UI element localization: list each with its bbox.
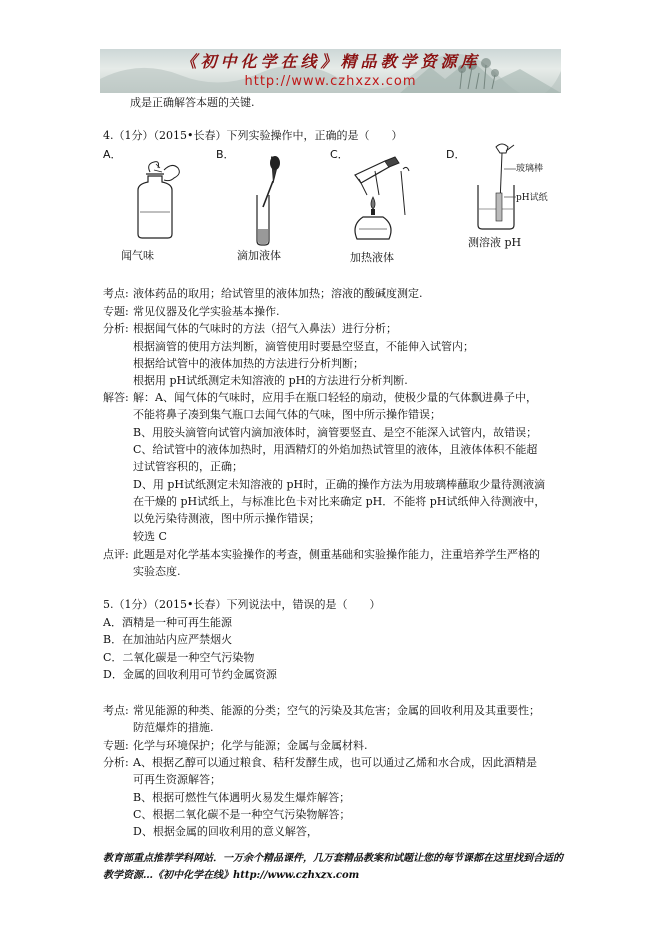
q4-kaodian-label: 考点: <box>103 287 129 300</box>
q5-fenxi-line: C、根据二氧化碳不是一种空气污染物解答； <box>133 808 351 821</box>
q4-stem: 4.（1分）（2015•长春）下列实验操作中，正确的是（ ） <box>103 129 403 142</box>
banner-url: http://www.czhxzx.com <box>244 74 417 89</box>
header-banner <box>100 49 561 93</box>
q4-jieda-line: 解：A、闻气体的气味时，应用手在瓶口轻轻的扇动，使极少量的气体飘进鼻子中， <box>133 391 537 404</box>
q4-jieda-line: C、给试管中的液体加热时，用酒精灯的外焰加热试管里的液体，且液体体积不能超 <box>133 443 538 456</box>
q4-jieda-line: B、用胶头滴管向试管内滴加液体时，滴管要竖直、是空不能深入试管内，故错误； <box>133 426 538 439</box>
q4-caption-a: 闻气味 <box>121 249 154 262</box>
q5-option-c: C．二氧化碳是一种空气污染物 <box>103 651 255 664</box>
q4-caption-c: 加热液体 <box>350 251 394 264</box>
q4-jieda-line: 不能将鼻子凑到集气瓶口去闻气体的气味，图中所示操作错误； <box>133 408 441 421</box>
q5-fenxi-line: 可再生资源解答； <box>133 773 221 786</box>
q4-kaodian: 液体药品的取用；给试管里的液体加热；溶液的酸碱度测定. <box>133 287 423 300</box>
q5-fenxi-label: 分析: <box>103 756 129 769</box>
q5-option-a: A．酒精是一种可再生能源 <box>103 616 232 629</box>
q4-fenxi-line: 根据滴管的使用方法判断，滴管使用时要悬空竖直，不能伸入试管内； <box>133 340 474 353</box>
q4-jieda-line: 较选 C <box>133 530 167 543</box>
q4-jieda-line: 以免污染待测液，图中所示操作错误； <box>133 512 320 525</box>
q4-jieda-line: D、用 pH试纸测定未知溶液的 pH时，正确的操作方法为用玻璃棒蘸取少量待测液滴 <box>133 478 546 491</box>
figure-smell-gas <box>120 160 190 240</box>
q4-fenxi-label: 分析: <box>103 322 129 335</box>
q4-option-c-letter: C． <box>330 148 349 161</box>
intro-line: 成是正确解答本题的关键. <box>130 96 255 109</box>
q4-jieda-line: 过试管容积的，正确； <box>133 460 243 473</box>
q5-stem: 5.（1分）（2015•长春）下列说法中，错误的是（ ） <box>103 598 381 611</box>
q4-jieda-line: 在干燥的 pH试纸上，与标准比色卡对比来确定 pH．不能将 pH试纸伸入待测液中， <box>133 495 546 508</box>
q5-kaodian-line: 防范爆炸的措施. <box>133 721 214 734</box>
q4-fig-d-label-ph-paper: pH试纸 <box>516 193 548 203</box>
q4-dianping-label: 点评: <box>103 548 129 561</box>
q4-fenxi-line: 根据闻气体的气味时的方法（招气入鼻法）进行分析； <box>133 322 397 335</box>
q4-fig-d-label-glass-rod: 玻璃棒 <box>516 164 544 174</box>
q4-jieda-label: 解答: <box>103 391 129 404</box>
q5-option-d: D．金属的回收利用可节约金属资源 <box>103 668 277 681</box>
q5-kaodian-line: 常见能源的种类、能源的分类；空气的污染及其危害；金属的回收利用及其重要性； <box>133 704 540 717</box>
q5-zhuanti-label: 专题: <box>103 739 129 752</box>
q4-option-d-letter: D． <box>446 148 466 161</box>
q4-zhuanti: 常见仪器及化学实验基本操作. <box>133 305 280 318</box>
footer-line: 教育部重点推荐学科网站．一万余个精品课件，几万套精品教案和试题让您的每节课都在这里找到合适的 <box>103 853 563 864</box>
q4-caption-b: 滴加液体 <box>237 249 281 262</box>
q4-caption-d: 测溶液 pH <box>468 236 522 249</box>
footer-line: 教学资源…《初中化学在线》http://www.czhxzx.com <box>103 870 360 881</box>
figure-drop-liquid <box>245 155 295 247</box>
page-footer <box>103 850 573 884</box>
q4-fenxi-line: 根据给试管中的液体加热的方法进行分析判断； <box>133 357 364 370</box>
q5-fenxi-line: B、根据可燃性气体遇明火易发生爆炸解答； <box>133 791 351 804</box>
q4-dianping-line: 此题是对化学基本实验操作的考查，侧重基础和实验操作能力，注重培养学生严格的 <box>133 548 540 561</box>
q5-fenxi-line: D、根据金属的回收利用的意义解答， <box>133 825 318 838</box>
q4-option-b-letter: B． <box>216 148 235 161</box>
q5-fenxi-line: A、根据乙醇可以通过粮食、秸秆发酵生成，也可以通过乙烯和水合成，因此酒精是 <box>133 756 537 769</box>
q4-dianping-line: 实验态度. <box>133 565 181 578</box>
banner-title: 《初中化学在线》精品教学资源库 <box>180 52 481 71</box>
q4-zhuanti-label: 专题: <box>103 305 129 318</box>
q4-fenxi-line: 根据用 pH试纸测定未知溶液的 pH的方法进行分析判断. <box>133 374 408 387</box>
figure-test-ph <box>470 143 550 235</box>
q5-option-b: B．在加油站内应严禁烟火 <box>103 633 233 646</box>
q5-kaodian-label: 考点: <box>103 704 129 717</box>
figure-heat-liquid <box>345 155 415 245</box>
q5-zhuanti: 化学与环境保护；化学与能源；金属与金属材料. <box>133 739 368 752</box>
q4-option-a-letter: A． <box>103 148 122 161</box>
